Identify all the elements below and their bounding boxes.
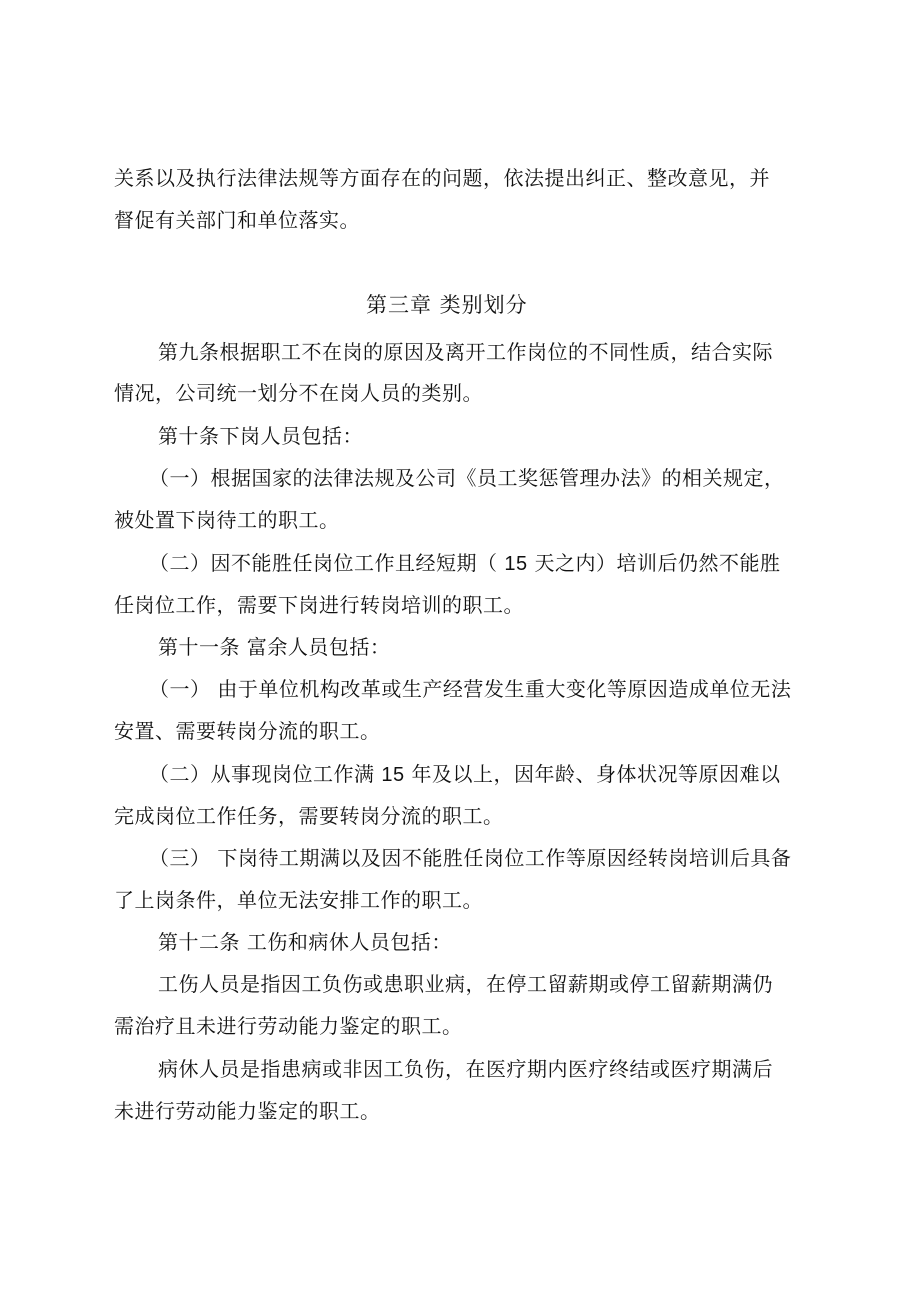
article-10-item-2-line-2: 任岗位工作，需要下岗进行转岗培训的职工。 bbox=[114, 593, 524, 617]
article-10-item-2-text-a: （二）因不能胜任岗位工作且经短期（ bbox=[149, 551, 505, 575]
article-9-line-2: 情况，公司统一划分不在岗人员的类别。 bbox=[114, 381, 483, 405]
article-11-item-3-line-2: 了上岗条件，单位无法安排工作的职工。 bbox=[114, 888, 483, 912]
chapter-title: 第三章 类别划分 bbox=[366, 293, 528, 317]
article-10-item-2-line-1 bbox=[149, 551, 780, 576]
article-12-heading: 第十二条 工伤和病休人员包括： bbox=[158, 930, 452, 954]
article-10-item-1-line-2: 被处置下岗待工的职工。 bbox=[114, 508, 340, 532]
article-11-item-2-text-a: （二）从事现岗位工作满 bbox=[149, 762, 382, 786]
intro-line-1: 关系以及执行法律法规等方面存在的问题，依法提出纠正、整改意见，并 bbox=[114, 166, 770, 190]
article-11-item-1-line-1: （一） 由于单位机构改革或生产经营发生重大变化等原因造成单位无法 bbox=[149, 677, 792, 701]
article-12-para-2-line-2: 未进行劳动能力鉴定的职工。 bbox=[114, 1099, 381, 1123]
article-11-heading: 第十一条 富余人员包括： bbox=[158, 635, 391, 659]
article-10-item-1-line-1: （一）根据国家的法律法规及公司《员工奖惩管理办法》的相关规定， bbox=[149, 466, 785, 490]
article-10-item-2-text-b: 天之内）培训后仍然不能胜 bbox=[527, 551, 781, 575]
article-11-item-3-line-1: （三） 下岗待工期满以及因不能胜任岗位工作等原因经转岗培训后具备 bbox=[149, 846, 792, 870]
article-11-item-2-text-b: 年及以上，因年龄、身体状况等原因难以 bbox=[404, 762, 781, 786]
article-10-item-2-days: 15 bbox=[504, 553, 528, 575]
article-11-item-2-line-2: 完成岗位工作任务，需要转岗分流的职工。 bbox=[114, 804, 504, 828]
intro-line-2: 督促有关部门和单位落实。 bbox=[114, 208, 360, 232]
article-11-item-1-line-2: 安置、需要转岗分流的职工。 bbox=[114, 719, 381, 743]
article-12-para-1-line-1: 工伤人员是指因工负伤或患职业病，在停工留薪期或停工留薪期满仍 bbox=[158, 972, 773, 996]
article-12-para-1-line-2: 需治疗且未进行劳动能力鉴定的职工。 bbox=[114, 1014, 463, 1038]
article-9-line-1: 第九条根据职工不在岗的原因及离开工作岗位的不同性质，结合实际 bbox=[158, 340, 773, 364]
article-12-para-2-line-1: 病休人员是指患病或非因工负伤，在医疗期内医疗终结或医疗期满后 bbox=[158, 1057, 773, 1081]
article-11-item-2-years: 15 bbox=[381, 764, 405, 786]
article-10-heading: 第十条下岗人员包括： bbox=[158, 424, 363, 448]
article-11-item-2-line-1 bbox=[149, 762, 780, 787]
